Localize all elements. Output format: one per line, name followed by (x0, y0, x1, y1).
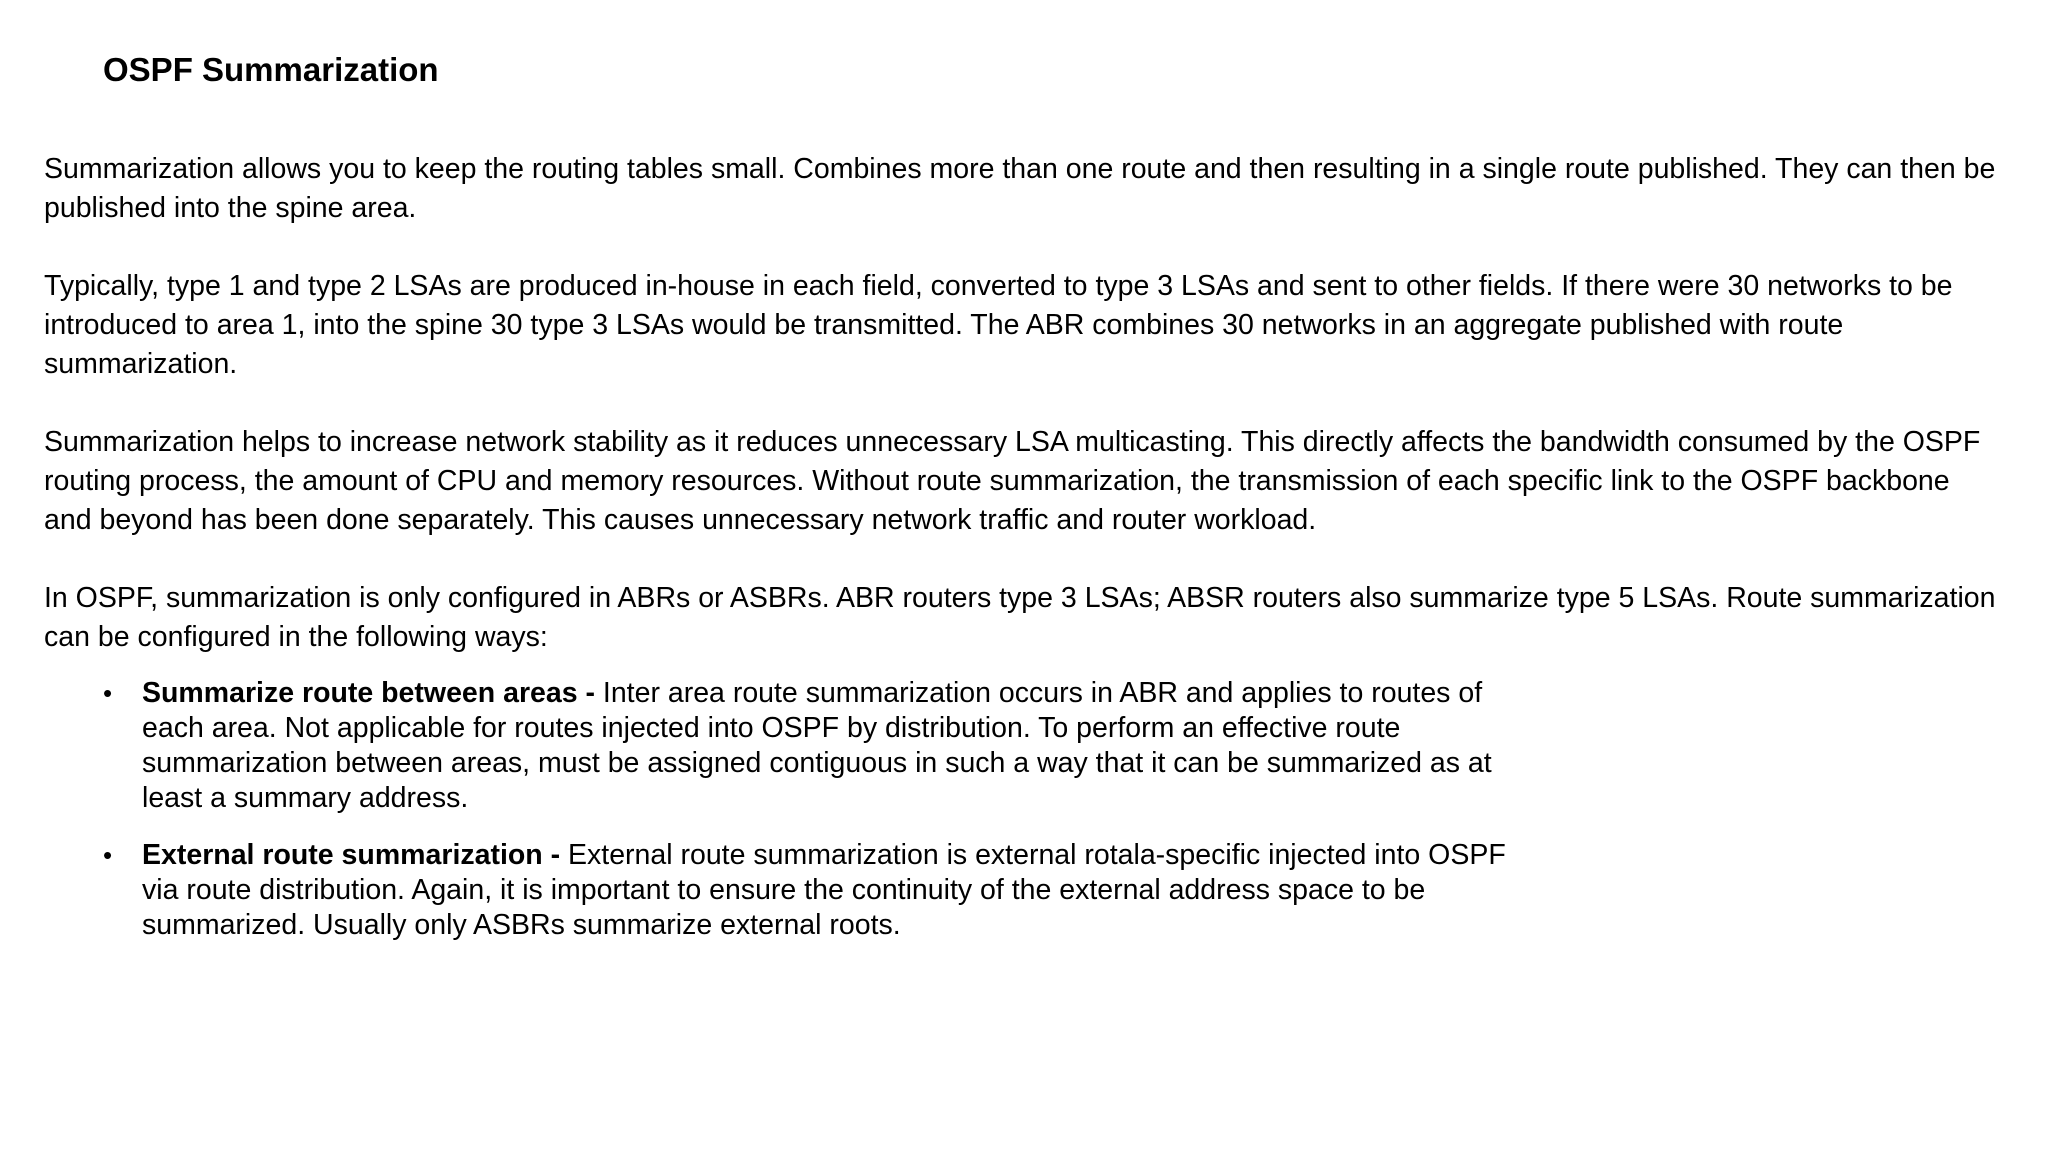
slide-title: OSPF Summarization (103, 51, 439, 88)
bullet-icon: • (103, 840, 113, 870)
bullet-text: External route summarization is external rotala-specific injected into OSPF via route distribution. Again, it is important to ensure the continuity of the external address space to be summarized. Usually only ASBRs summarize external roots. (142, 839, 1506, 941)
bullet-icon: • (103, 678, 113, 708)
paragraph-abr-asbr: In OSPF, summarization is only configured in ABRs or ASBRs. ABR routers type 3 LSAs; ABSR routers also summarize type 5 LSAs. Route summarization can be configured in the following ways: (44, 582, 1996, 653)
bullet-list (100, 676, 1520, 965)
list-item (100, 676, 1520, 816)
paragraph-summarization-intro: Summarization allows you to keep the routing tables small. Combines more than one route and then resulting in a single route published. They can then be published into the spine area. (44, 153, 1996, 224)
bullet-term: External route summarization - (142, 839, 561, 871)
bullet-term: Summarize route between areas - (142, 677, 595, 709)
list-item (100, 838, 1520, 943)
paragraph-lsa-types: Typically, type 1 and type 2 LSAs are produced in-house in each field, converted to type 3 LSAs and sent to other fields. If there were 30 networks to be introduced to area 1, into the spine 30 type 3 LSAs would be transmitted. The ABR combines 30 networks in an aggregate published with route summarization. (44, 270, 1953, 380)
paragraph-network-stability: Summarization helps to increase network stability as it reduces unnecessary LSA multicasting. This directly affects the bandwidth consumed by the OSPF routing process, the amount of CPU and memory resources. Without route summarization, the transmission of each specific link to the OSPF backbone and beyond has been done separately. This causes unnecessary network traffic and router workload. (44, 426, 1981, 536)
bullet-text: Inter area route summarization occurs in ABR and applies to routes of each area. Not applicable for routes injected into OSPF by distribution. To perform an effective route summarization between areas, must be assigned contiguous in such a way that it can be summarized as at least a summary address. (142, 677, 1492, 814)
